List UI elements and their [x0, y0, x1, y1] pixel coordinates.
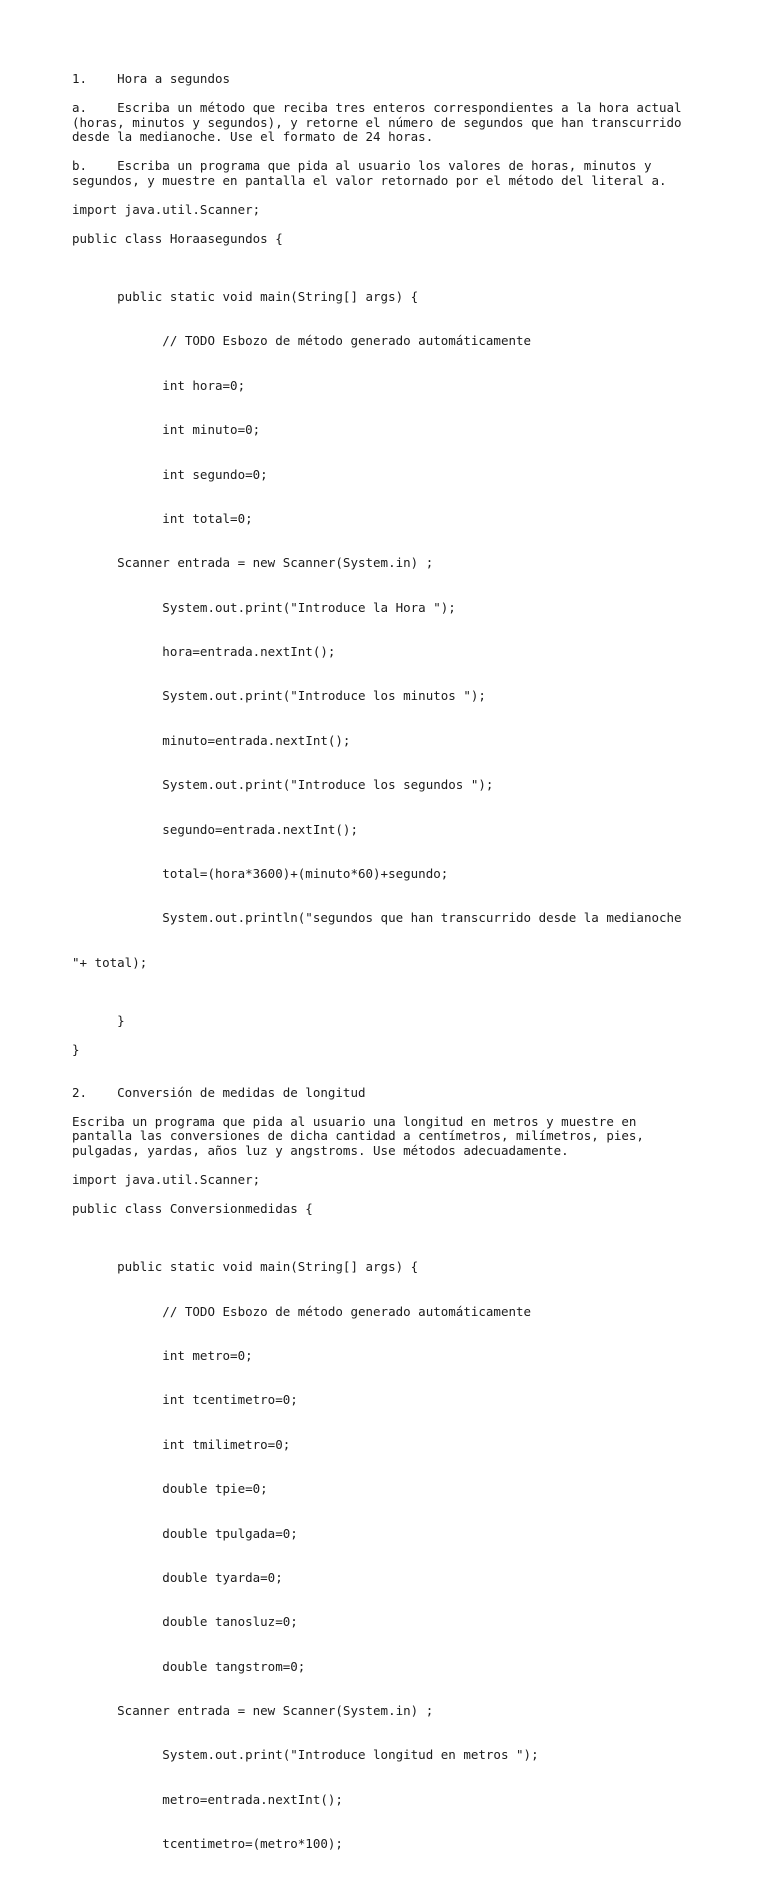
code-line: int tmilimetro=0; [72, 1436, 291, 1452]
code-line: int hora=0; [72, 377, 246, 393]
code-line: int tcentimetro=0; [72, 1392, 298, 1408]
code-line: // TODO Esbozo de método generado automáticamente [72, 1303, 532, 1319]
code-line: // TODO Esbozo de método generado automáticamente [72, 333, 532, 349]
section-1-method-close: } [72, 1013, 125, 1029]
code-line: hora=entrada.nextInt(); [72, 644, 336, 660]
code-line: System.out.print("Introduce los minutos "); [72, 688, 486, 704]
section-1-code-block [72, 260, 712, 1000]
section-2-import: import java.util.Scanner; [72, 1172, 261, 1187]
code-line: public static void main(String[] args) { [72, 1259, 419, 1275]
code-line: double tangstrom=0; [72, 1658, 306, 1674]
section-1-item-b: b. Escriba un programa que pida al usuario los valores de horas, minutos y segundos, y muestre en pantalla el valor retornado por el método del literal a. [72, 158, 667, 188]
code-line: Scanner entrada = new Scanner(System.in) ; [72, 555, 434, 571]
section-1-item-a: a. Escriba un método que reciba tres enteros correspondientes a la hora actual (horas, minutos y segundos), y retorne el número de segundos que han transcurrido desde la medianoche. Use el formato de 24 horas. [72, 99, 682, 145]
code-line: System.out.print("Introduce longitud en metros "); [72, 1747, 539, 1763]
section-1-import: import java.util.Scanner; [72, 201, 261, 217]
code-line: metro=entrada.nextInt(); [72, 1791, 343, 1807]
code-line: double tpulgada=0; [72, 1525, 298, 1541]
code-line: int total=0; [72, 510, 253, 526]
code-line: double tyarda=0; [72, 1569, 283, 1585]
code-line: System.out.println("segundos que han transcurrido desde la medianoche [72, 910, 682, 926]
code-line: "+ total); [72, 954, 148, 970]
section-1-class-declaration: public class Horaasegundos { [72, 230, 283, 246]
section-2-heading: 2. Conversión de medidas de longitud [72, 1084, 366, 1100]
code-line: Scanner entrada = new Scanner(System.in) ; [72, 1703, 434, 1719]
section-1-heading: 1. Hora a segundos [72, 71, 231, 86]
code-line: tcentimetro=(metro*100); [72, 1836, 343, 1852]
code-line: double tanosluz=0; [72, 1614, 298, 1630]
code-line: minuto=entrada.nextInt(); [72, 732, 351, 748]
section-2-description: Escriba un programa que pida al usuario una longitud en metros y muestre en pantalla las conversiones de dicha cantidad a centímetros, milímetros, pies, pulgadas, yardas, años luz y angstroms. Use métodos adecuadamente. [72, 1113, 644, 1159]
code-line: total=(hora*3600)+(minuto*60)+segundo; [72, 866, 449, 882]
code-line: segundo=entrada.nextInt(); [72, 821, 358, 837]
code-line: int segundo=0; [72, 466, 268, 482]
code-line: int metro=0; [72, 1347, 253, 1363]
section-2-code-block [72, 1231, 712, 1882]
document-page [72, 72, 712, 1882]
code-line: public static void main(String[] args) { [72, 288, 419, 304]
section-1-class-close: } [72, 1042, 80, 1058]
code-line: double tpie=0; [72, 1481, 268, 1497]
code-line: int minuto=0; [72, 422, 261, 438]
code-line: System.out.print("Introduce los segundos "); [72, 777, 494, 793]
section-2-class-declaration: public class Conversionmedidas { [72, 1200, 313, 1216]
code-line: System.out.print("Introduce la Hora "); [72, 599, 456, 615]
